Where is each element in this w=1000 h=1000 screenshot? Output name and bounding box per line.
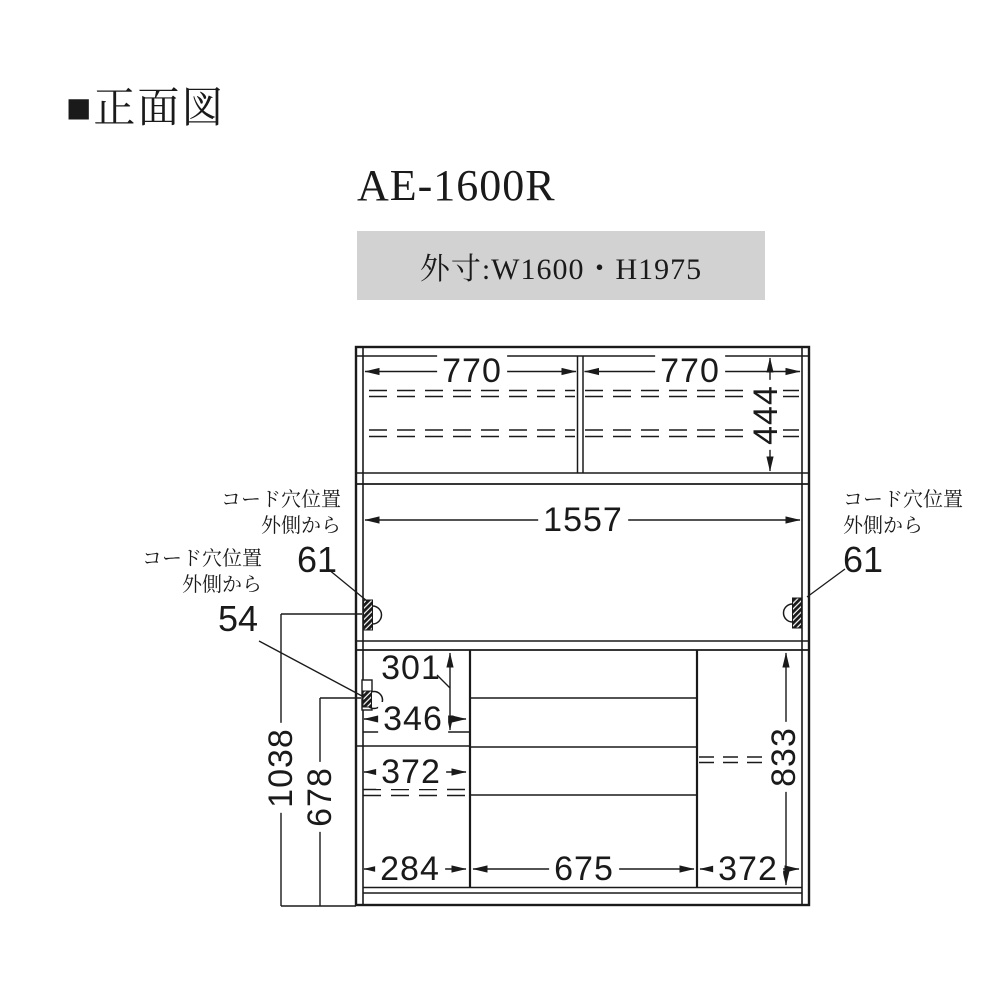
cord-hole-label-text: コード穴位置 [843, 489, 963, 511]
cord-hole-offset-value: 61 [843, 539, 884, 580]
cord-hole-offset-value: 61 [296, 539, 337, 580]
dim-drawer-section-width: 675 [549, 852, 619, 886]
cord-hole-label-text: 外側から [843, 515, 923, 537]
cord-hole-label-text: 外側から [182, 574, 262, 596]
dim-left-bottom-width: 284 [375, 852, 445, 886]
drawer-lines [470, 698, 697, 795]
upper-shelf-dashed-lines [369, 391, 799, 437]
dim-counter-opening-width: 1557 [538, 503, 628, 537]
cord-hole-upper-left [364, 600, 382, 630]
dim-right-door-height: 833 [767, 722, 801, 792]
dim-upper-cabinet-height: 444 [749, 380, 783, 450]
dim-cord-hole-height-outer: 1038 [264, 723, 298, 813]
section-title: ■正面図 [66, 86, 226, 132]
dim-upper-right-door-width: 770 [655, 354, 725, 388]
cord-hole-label-text: コード穴位置 [221, 489, 341, 511]
leader-lines [259, 569, 845, 696]
cord-hole-offset-value: 54 [217, 598, 258, 639]
dim-left-door-width: 372 [376, 755, 446, 789]
dim-left-compartment-width: 346 [378, 702, 448, 736]
cord-hole-label-text: 外側から [261, 515, 341, 537]
cord-hole-label-text: コード穴位置 [142, 548, 262, 570]
outer-size-text: 外寸:W1600・H1975 [419, 252, 703, 286]
dim-upper-left-door-width: 770 [437, 354, 507, 388]
model-name: AE-1600R [357, 161, 556, 210]
cord-hole-label-left-lower [142, 546, 262, 638]
cord-hole-label-right-upper [843, 487, 963, 579]
dim-cord-hole-height-inner: 678 [303, 762, 337, 832]
dim-right-door-bottom-width: 372 [713, 852, 783, 886]
cord-hole-upper-right [784, 598, 802, 628]
sliding-door-divider [578, 356, 584, 473]
dim-left-compartment-height: 301 [381, 649, 441, 687]
